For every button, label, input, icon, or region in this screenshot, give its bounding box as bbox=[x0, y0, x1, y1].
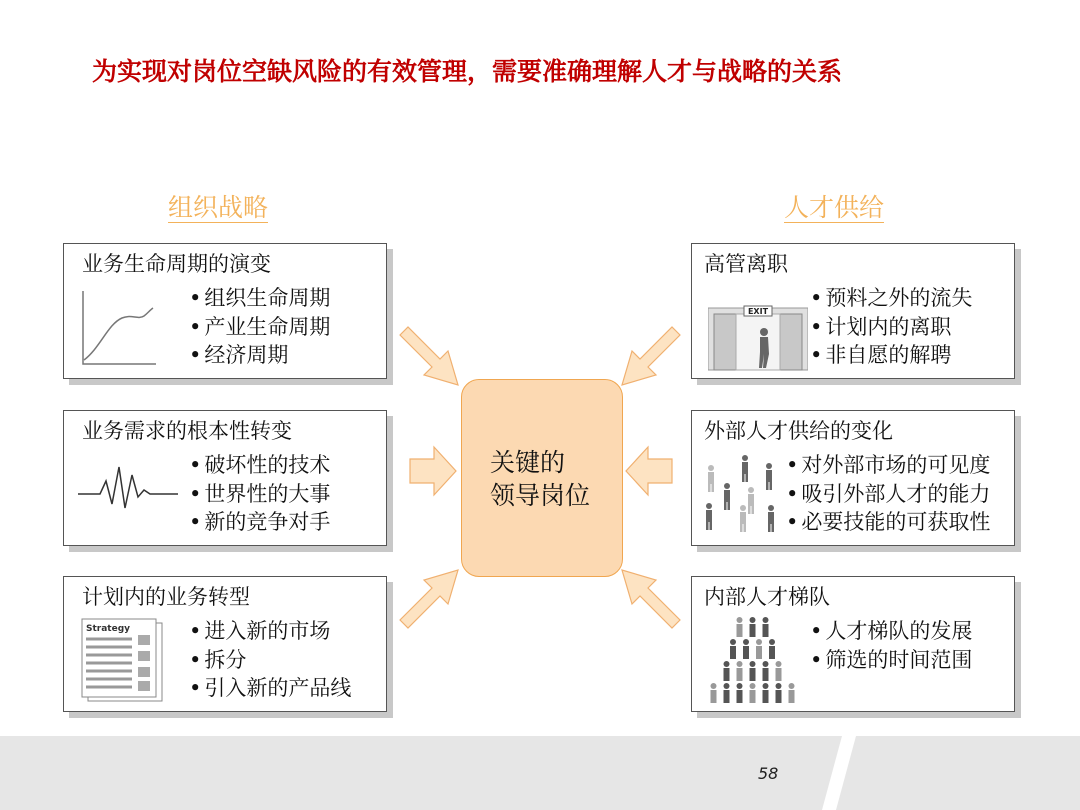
waveform-icon bbox=[76, 461, 180, 511]
external-supply-box bbox=[691, 410, 1015, 546]
box-title: 内部人才梯队 bbox=[704, 585, 830, 609]
list-item: • 筛选的时间范围 bbox=[810, 646, 972, 675]
business-demand-box bbox=[63, 410, 387, 546]
slide-title: 为实现对岗位空缺风险的有效管理，需要准确理解人才与战略的关系 bbox=[92, 57, 843, 86]
arrow-bottom-left-icon bbox=[398, 566, 462, 630]
list-item: • 破坏性的技术 bbox=[189, 451, 330, 480]
list-item: • 经济周期 bbox=[189, 341, 330, 370]
arrow-top-right-icon bbox=[618, 325, 682, 389]
page-number: 58 bbox=[758, 764, 779, 783]
right-column-heading: 人才供给 bbox=[784, 193, 885, 222]
bullet-list bbox=[189, 284, 330, 370]
list-item: • 世界性的大事 bbox=[189, 480, 330, 509]
executive-departure-box bbox=[691, 243, 1015, 379]
bullet-list bbox=[189, 617, 351, 703]
scattered-people-icon bbox=[702, 453, 786, 533]
left-column-heading: 组织战略 bbox=[168, 193, 269, 222]
list-item: • 进入新的市场 bbox=[189, 617, 351, 646]
list-item: • 预料之外的流失 bbox=[810, 284, 972, 313]
exit-door-icon bbox=[708, 302, 808, 372]
arrow-bottom-right-icon bbox=[618, 566, 682, 630]
bullet-list bbox=[189, 451, 330, 537]
list-item: • 非自愿的解聘 bbox=[810, 341, 972, 370]
box-title: 计划内的业务转型 bbox=[82, 585, 250, 609]
arrow-right-icon bbox=[624, 443, 674, 499]
list-item: • 产业生命周期 bbox=[189, 313, 330, 342]
key-leadership-positions-box bbox=[461, 379, 623, 577]
strategy-doc-label: Strategy bbox=[86, 624, 131, 634]
list-item: • 引入新的产品线 bbox=[189, 674, 351, 703]
box-title: 高管离职 bbox=[704, 252, 788, 276]
list-item: • 对外部市场的可见度 bbox=[786, 451, 990, 480]
box-title: 业务生命周期的演变 bbox=[82, 252, 271, 276]
list-item: • 必要技能的可获取性 bbox=[786, 508, 990, 537]
list-item: • 新的竞争对手 bbox=[189, 508, 330, 537]
arrow-top-left-icon bbox=[398, 325, 462, 389]
growth-curve-icon bbox=[78, 286, 158, 366]
business-lifecycle-box bbox=[63, 243, 387, 379]
footer-band bbox=[0, 736, 1080, 810]
list-item: • 组织生命周期 bbox=[189, 284, 330, 313]
planned-transformation-box bbox=[63, 576, 387, 712]
list-item: • 人才梯队的发展 bbox=[810, 617, 972, 646]
list-item: • 拆分 bbox=[189, 646, 351, 675]
list-item: • 吸引外部人才的能力 bbox=[786, 480, 990, 509]
exit-sign-label: EXIT bbox=[747, 307, 769, 316]
strategy-document-icon bbox=[78, 617, 168, 707]
box-title: 外部人才供给的变化 bbox=[704, 419, 893, 443]
center-label: 关键的 领导岗位 bbox=[490, 448, 591, 510]
bullet-list bbox=[810, 617, 972, 674]
bullet-list bbox=[786, 451, 990, 537]
list-item: • 计划内的离职 bbox=[810, 313, 972, 342]
bullet-list bbox=[810, 284, 972, 370]
arrow-left-icon bbox=[408, 443, 458, 499]
box-title: 业务需求的根本性转变 bbox=[82, 419, 292, 443]
internal-pipeline-box bbox=[691, 576, 1015, 712]
people-pyramid-icon bbox=[704, 613, 804, 705]
footer-divider bbox=[0, 736, 1080, 810]
